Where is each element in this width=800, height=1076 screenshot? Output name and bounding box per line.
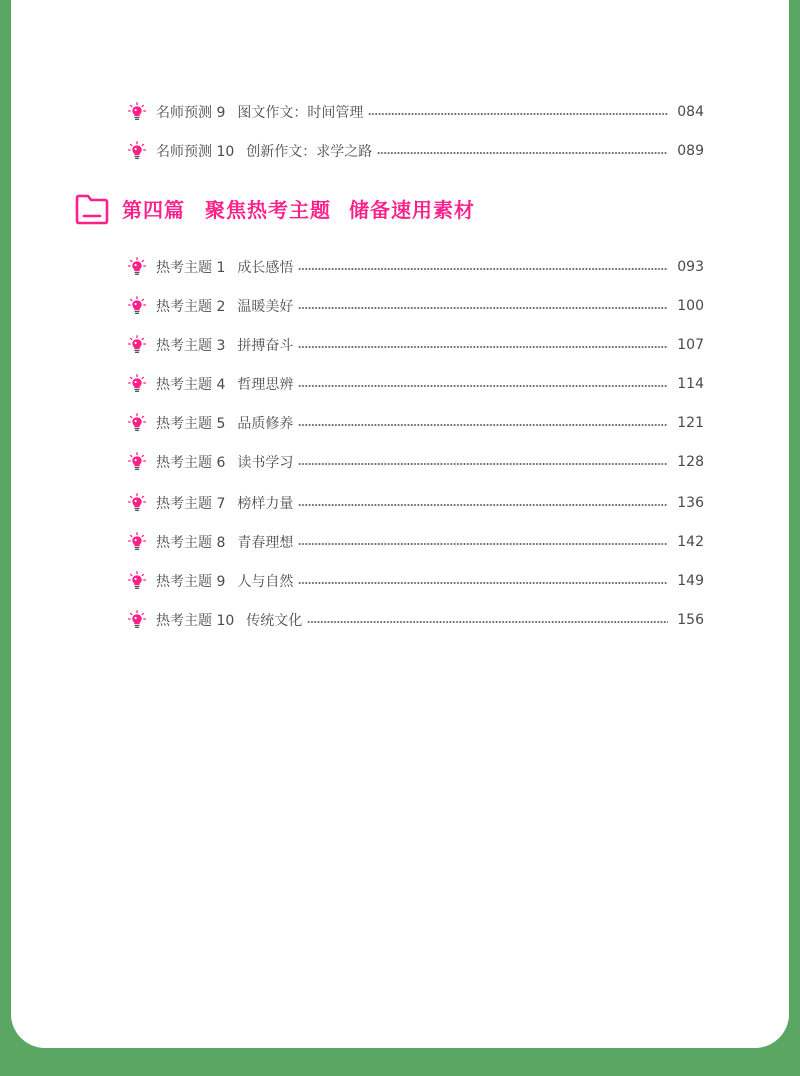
section-title-primary: 聚焦热考主题	[205, 197, 331, 222]
entry-page-number: 142	[677, 534, 704, 550]
entry-prefix: 名师预测 9	[156, 105, 226, 121]
entry-prefix: 热考主题 9	[156, 574, 226, 590]
entry-prefix: 热考主题 2	[156, 299, 226, 315]
toc-entry[interactable]	[128, 141, 704, 161]
section-number: 第四篇	[122, 197, 185, 222]
lightbulb-icon	[128, 610, 146, 630]
entry-title: 传统文化	[246, 613, 303, 629]
lightbulb-icon	[128, 374, 146, 394]
toc-entry[interactable]	[128, 374, 704, 394]
toc-entry[interactable]	[128, 102, 704, 122]
entry-prefix: 热考主题 3	[156, 338, 226, 354]
toc-entry[interactable]	[128, 413, 704, 433]
entry-page-number: 128	[677, 454, 704, 470]
dot-leader	[298, 582, 668, 584]
entry-prefix: 热考主题 6	[156, 455, 226, 471]
entry-title: 品质修养	[237, 416, 294, 432]
dot-leader	[298, 346, 668, 348]
entry-title: 哲理思辨	[237, 377, 294, 393]
entry-title: 拼搏奋斗	[237, 338, 294, 354]
dot-leader	[298, 543, 668, 545]
toc-entry[interactable]	[128, 452, 704, 472]
entry-title: 人与自然	[237, 574, 294, 590]
entry-title: 温暖美好	[237, 299, 294, 315]
entry-prefix: 热考主题 1	[156, 260, 226, 276]
entry-prefix: 热考主题 5	[156, 416, 226, 432]
entry-prefix: 热考主题 8	[156, 535, 226, 551]
entry-title: 榜样力量	[237, 496, 294, 512]
folder-icon	[74, 191, 110, 225]
dot-leader	[298, 385, 668, 387]
entry-prefix: 热考主题 4	[156, 377, 226, 393]
entry-page-number: 107	[677, 337, 704, 353]
toc-entry[interactable]	[128, 257, 704, 277]
entry-prefix: 名师预测 10	[156, 144, 235, 160]
entry-title: 图文作文：时间管理	[237, 105, 364, 121]
dot-leader	[298, 268, 668, 270]
toc-entry[interactable]	[128, 296, 704, 316]
entry-prefix: 热考主题 7	[156, 496, 226, 512]
toc-entry[interactable]	[128, 493, 704, 513]
lightbulb-icon	[128, 452, 146, 472]
lightbulb-icon	[128, 335, 146, 355]
toc-entry[interactable]	[128, 335, 704, 355]
lightbulb-icon	[128, 257, 146, 277]
toc-entry[interactable]	[128, 610, 704, 630]
lightbulb-icon	[128, 296, 146, 316]
lightbulb-icon	[128, 532, 146, 552]
entry-title: 创新作文：求学之路	[246, 144, 373, 160]
lightbulb-icon	[128, 571, 146, 591]
lightbulb-icon	[128, 141, 146, 161]
entry-title: 成长感悟	[237, 260, 294, 276]
entry-page-number: 136	[677, 495, 704, 511]
dot-leader	[298, 424, 668, 426]
lightbulb-icon	[128, 413, 146, 433]
entry-page-number: 093	[677, 259, 704, 275]
dot-leader	[307, 621, 668, 623]
dot-leader	[298, 504, 668, 506]
entry-title: 读书学习	[237, 455, 294, 471]
entry-page-number: 156	[677, 612, 704, 628]
dot-leader	[298, 307, 668, 309]
section-heading[interactable]	[74, 190, 574, 226]
dot-leader	[377, 152, 668, 154]
entry-title: 青春理想	[237, 535, 294, 551]
entry-page-number: 121	[677, 415, 704, 431]
lightbulb-icon	[128, 493, 146, 513]
section-title-secondary: 储备速用素材	[349, 197, 475, 222]
entry-page-number: 089	[677, 143, 704, 159]
dot-leader	[298, 463, 668, 465]
dot-leader	[368, 113, 668, 115]
entry-prefix: 热考主题 10	[156, 613, 235, 629]
toc-entry[interactable]	[128, 571, 704, 591]
entry-page-number: 114	[677, 376, 704, 392]
entry-page-number: 149	[677, 573, 704, 589]
entry-page-number: 084	[677, 104, 704, 120]
entry-page-number: 100	[677, 298, 704, 314]
toc-entry[interactable]	[128, 532, 704, 552]
lightbulb-icon	[128, 102, 146, 122]
